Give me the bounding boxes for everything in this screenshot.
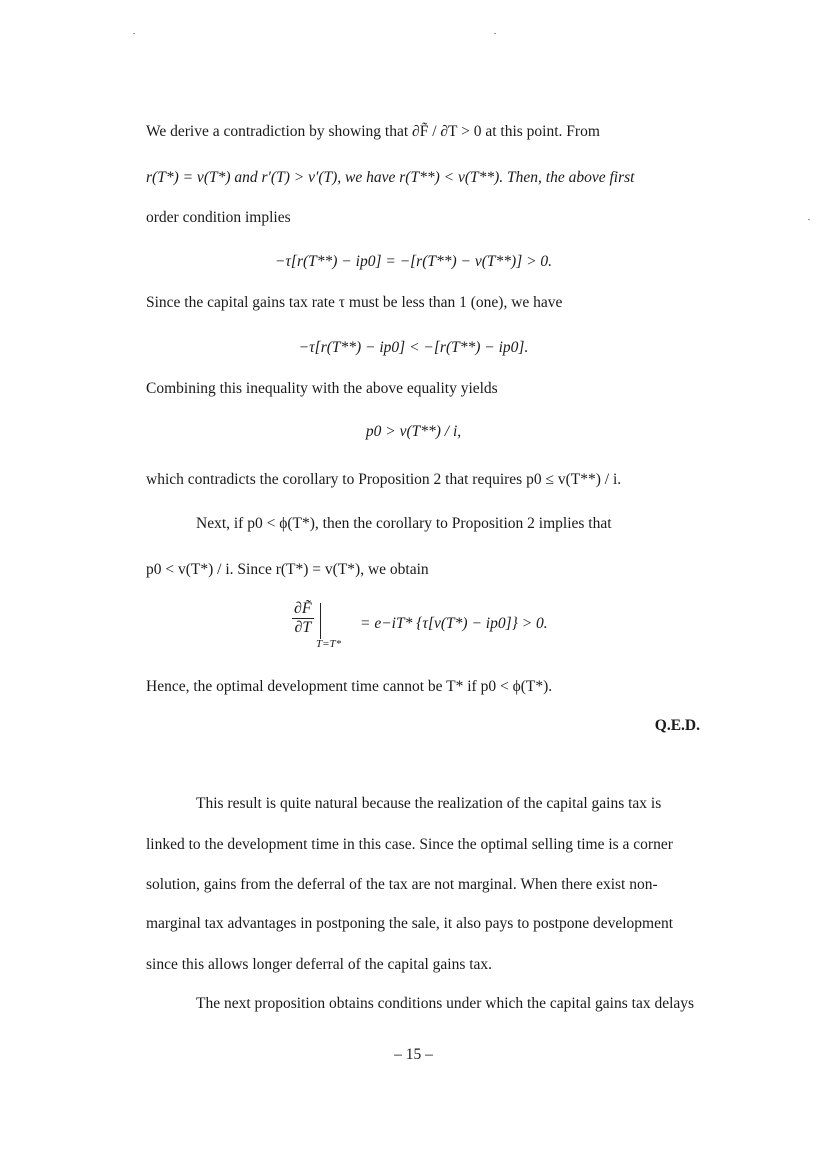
- text-line: marginal tax advantages in postponing the sale, it also pays to postpone development: [146, 915, 674, 932]
- text-line: solution, gains from the deferral of the tax are not marginal. When there exist non-: [146, 876, 658, 893]
- text-line: order condition implies: [146, 209, 291, 226]
- equation-2: −τ[r(T**) − ip0] < −[r(T**) − ip0].: [298, 339, 529, 356]
- scan-speck: [133, 33, 135, 34]
- text-line: since this allows longer deferral of the capital gains tax.: [146, 956, 493, 973]
- text-line: Since the capital gains tax rate τ must be less than 1 (one), we have: [146, 294, 563, 311]
- fraction-numerator: ∂F̃: [294, 600, 312, 617]
- text-line: We derive a contradiction by showing that ∂F̃ / ∂T > 0 at this point. From: [146, 123, 600, 140]
- text-line: This result is quite natural because the realization of the capital gains tax is: [196, 795, 662, 812]
- page-number: – 15 –: [394, 1046, 433, 1063]
- equation-4-rhs: = e−iT* {τ[v(T*) − ip0]} > 0.: [360, 615, 548, 632]
- evaluation-bar: [320, 603, 321, 639]
- scan-speck: [808, 219, 810, 220]
- evaluation-subscript: T=T*: [316, 638, 342, 650]
- text-line: Hence, the optimal development time cannot be T* if p0 < ϕ(T*).: [146, 678, 553, 695]
- text-line: which contradicts the corollary to Proposition 2 that requires p0 ≤ v(T**) / i.: [146, 471, 622, 488]
- equation-4-fraction: [292, 600, 314, 637]
- text-line: p0 < v(T*) / i. Since r(T*) = v(T*), we obtain: [146, 561, 429, 578]
- qed-mark: Q.E.D.: [654, 717, 700, 734]
- scan-speck: [494, 33, 496, 34]
- text-line: linked to the development time in this case. Since the optimal selling time is a corner: [146, 836, 673, 853]
- equation-1: −τ[r(T**) − ip0] = −[r(T**) − v(T**)] > 0.: [274, 253, 553, 270]
- fraction-denominator: ∂T: [294, 619, 312, 636]
- text-line: Next, if p0 < ϕ(T*), then the corollary to Proposition 2 implies that: [196, 515, 612, 532]
- text-line: r(T*) = v(T*) and r′(T) > v′(T), we have r(T**) < v(T**). Then, the above first: [146, 169, 635, 186]
- text-line: Combining this inequality with the above equality yields: [146, 380, 498, 397]
- equation-3: p0 > v(T**) / i,: [365, 423, 462, 440]
- text-line: The next proposition obtains conditions under which the capital gains tax delays: [196, 995, 695, 1012]
